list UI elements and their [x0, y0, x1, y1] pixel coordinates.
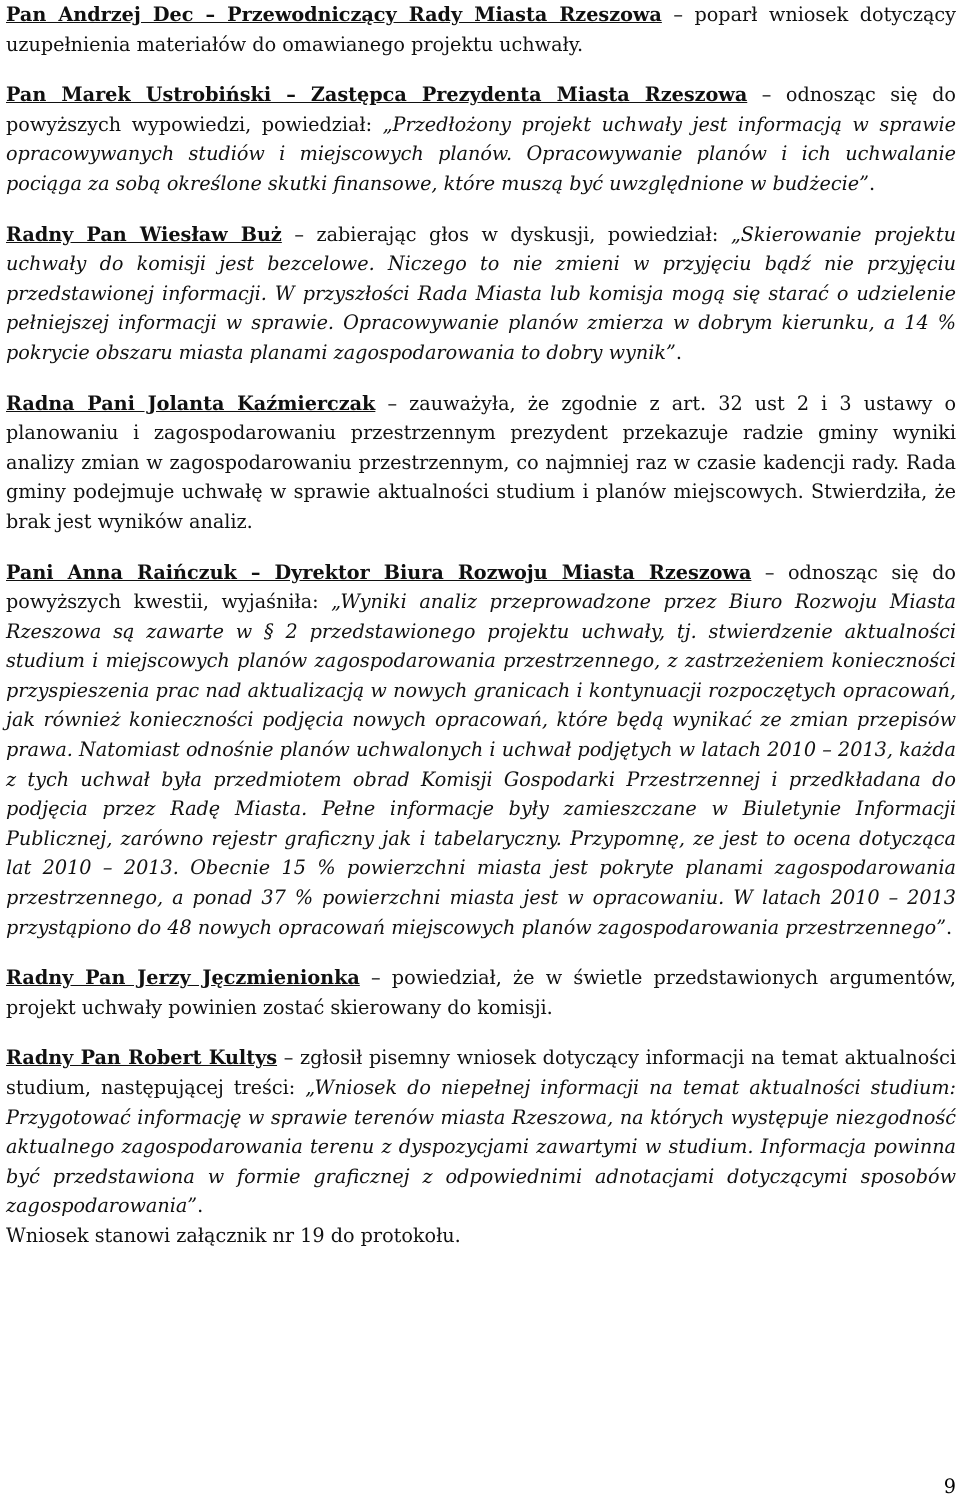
paragraph-end: . [197, 1194, 204, 1218]
paragraph-text: – odnosząc się do powyższych wypowiedzi, powiedział: [6, 83, 956, 136]
paragraph-kazmierczak [6, 389, 956, 537]
speaker-name: Radny Pan Jerzy Jęczmienionka [6, 966, 360, 990]
quoted-statement: „Przedłożony projekt uchwały jest informacją w sprawie opracowywanych studiów i miejscowych planów. Opracowywanie planów i ich uchwalanie pociąga za sobą określone skutki finansowe, które muszą być uwzględnione w budżecie” [6, 112, 956, 195]
closing-note: Wniosek stanowi załącznik nr 19 do protokołu. [6, 1223, 461, 1247]
quoted-statement: „Wyniki analiz przeprowadzone przez Biuro Rozwoju Miasta Rzeszowa są zawarte w § 2 przedstawionego projektu uchwały, tj. stwierdzenie aktualności studium i miejscowych planów zagospodarowania przestrzennego, z zastrzeżeniem konieczności przyspieszenia prac nad aktualizacją w nowych granicach i kontynuacji rozpoczętych opracowań, jak również konieczności podjęcia nowych opracowań, które będą wynikać ze zmian przepisów prawa. Natomiast odnośnie planów uchwalonych i uchwał podjętych w latach 2010 – 2013, każda z tych uchwał była przedmiotem obrad Komisji Gospodarki Przestrzennej i przedkładana do podjęcia przez Radę Miasta. Pełne informacje były zamieszczane w Biuletynie Informacji Publicznej, zarówno rejestr graficzny jak i tabelaryczny. Przypomnę, ze jest to ocena dotycząca lat 2010 – 2013. Obecnie 15 % powierzchni miasta jest pokryte planami zagospodarowania przestrzennego, a ponad 37 % powierzchni miasta jest w opracowaniu. W latach 2010 – 2013 przystąpiono do 48 nowych opracowań miejscowych planów zagospodarowania przestrzennego” [6, 590, 956, 939]
paragraph-buz [6, 220, 956, 368]
paragraph-dec [6, 0, 956, 59]
speaker-name: Radny Pan Wiesław Buż [6, 222, 282, 246]
paragraph-kultys [6, 1043, 956, 1221]
speaker-name: Pani Anna Raińczuk – Dyrektor Biura Rozwoju Miasta Rzeszowa [6, 560, 752, 584]
paragraph-text: – poparł wniosek dotyczący uzupełnienia materiałów do omawianego projektu uchwały. [6, 3, 956, 56]
paragraph-rainczuk [6, 558, 956, 943]
quoted-statement: „Wniosek do niepełnej informacji na temat aktualności studium: Przygotować informację w sprawie terenów miasta Rzeszowa, na których występuje niezgodność aktualnego zagospodarowania terenu z dyspozycjami zawartymi w studium. Informacja powinna być przedstawiona w formie graficznej z odpowiednimi adnotacjami dotyczącymi sposobów zagospodarowania” [6, 1076, 956, 1218]
paragraph-text: – odnosząc się do powyższych kwestii, wyjaśniła: [6, 560, 956, 614]
paragraph-text: – zauważyła, że zgodnie z art. 32 ust 2 i 3 ustawy o planowaniu i zagospodarowaniu przestrzennym prezydent przekazuje radzie gminy wyniki analizy zmian w zagospodarowaniu przestrzennym, co najmniej raz w czasie kadencji rady. Rada gminy podejmuje uchwałę w sprawie aktualności studium i planów miejscowych. Stwierdziła, że brak jest wyników analiz. [6, 391, 956, 533]
paragraph-ustrobinski [6, 80, 956, 198]
paragraph-text: – zabierając głos w dyskusji, powiedział: [281, 222, 731, 246]
quoted-statement: „Skierowanie projektu uchwały do komisji jest bezcelowe. Niczego to nie zmieni w przyjęciu bądź nie przyjęciu przedstawionej informacji. W przyszłości Rada Miasta lub komisja mogą się starać o udzielenie pełniejszej informacji w sprawie. Opracowywanie planów zmierza w dobrym kierunku, a 14 % pokrycie obszaru miasta planami zagospodarowania to dobry wynik” [6, 222, 957, 364]
page-number: 9 [943, 1475, 956, 1498]
paragraph-end: . [868, 171, 876, 195]
speaker-name: Radna Pani Jolanta Kaźmierczak [6, 391, 376, 415]
paragraph-text: – powiedział, że w świetle przedstawionych argumentów, projekt uchwały powinien zostać skierowany do komisji. [6, 966, 956, 1019]
paragraph-jeczmienionka [6, 963, 956, 1022]
paragraph-end: . [946, 915, 953, 939]
speaker-name: Pan Andrzej Dec – Przewodniczący Rady Miasta Rzeszowa [6, 3, 662, 26]
speaker-name: Pan Marek Ustrobiński – Zastępca Prezydenta Miasta Rzeszowa [6, 83, 748, 107]
paragraph-text: – zgłosił pisemny wniosek dotyczący informacji na temat aktualności studium, następującej treści: [6, 1046, 956, 1099]
paragraph-end: . [675, 340, 682, 364]
speaker-name: Radny Pan Robert Kultys [6, 1046, 278, 1070]
